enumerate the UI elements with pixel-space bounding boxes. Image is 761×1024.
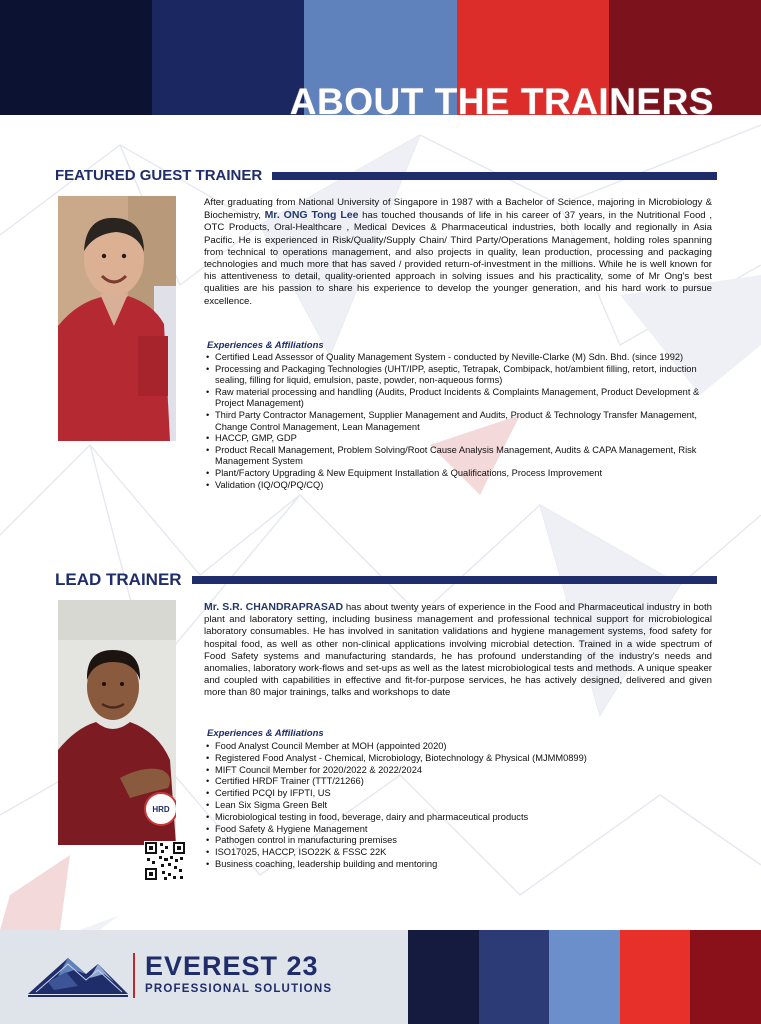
mountain-logo-icon — [28, 952, 128, 998]
list-item: • Third Party Contractor Management, Supplier Management and Audits, Product & Technology Transfer Management, Change Control Management, Lean Management — [204, 410, 712, 433]
featured-bio — [204, 197, 712, 308]
lead-trainer-photo — [58, 600, 176, 845]
list-item: • ISO17025, HACCP, ISO22K & FSSC 22K — [204, 847, 712, 859]
featured-bio-body: has touched thousands of life in his career of 37 years, in the Nutritional Food , OTC Products, Oral-Healthcare , Medical Devices & Pharmaceutical industries, both locally and regionally in Asia Pacific. He is experienced in Risk/Quality/Supply Chain/ Third Party/Operations Management, holding roles spanning from technical to operations management, and also projects in quality, lean production, processing and packaging technologies and much more that has saved / provided return-of-investment in the millions. While he is well known for his attentiveness to detail, quality-oriented approach in solving issues and his practicality, some of Mr Ong's best qualities are his passion to share his experience to develop the younger generation, and his hard work to pursue excellence. — [204, 210, 712, 307]
list-item: • Processing and Packaging Technologies (UHT/IPP, aseptic, Tetrapak, Combipack, hot/ambient filling, retort, induction sealing, filling for liquid, emulsion, paste, powder, non-aqueous forms) — [204, 364, 712, 387]
featured-trainer-name: Mr. ONG Tong Lee — [264, 209, 359, 222]
featured-heading: FEATURED GUEST TRAINER — [55, 167, 263, 184]
footer-stripes — [408, 930, 761, 1024]
list-item: • Product Recall Management, Problem Solving/Root Cause Analysis Management, Audits & CAPA Management, Risk Management System — [204, 445, 712, 468]
brand-name: EVEREST 23 — [145, 951, 319, 981]
featured-bio-intro: After graduating from National University of Singapore in 1987 with a Bachelor of Science, majoring in Microbiology & Biochemistry, — [204, 197, 712, 222]
lead-heading: LEAD TRAINER — [55, 570, 182, 589]
list-item: • HACCP, GMP, GDP — [204, 433, 712, 445]
footer-stripe-1 — [408, 930, 479, 1024]
hrd-badge-label: HRD — [152, 804, 170, 814]
featured-heading-rule — [272, 172, 717, 180]
list-item: • Validation (IQ/OQ/PQ/CQ) — [204, 480, 712, 492]
list-item: • Certified PCQI by IFPTI, US — [204, 788, 712, 800]
lead-trainer-name: Mr. S.R. CHANDRAPRASAD — [204, 601, 344, 613]
featured-exp-heading: Experiences & Affiliations — [207, 340, 324, 351]
list-item: • Food Safety & Hygiene Management — [204, 824, 712, 836]
brand-tagline: PROFESSIONAL SOLUTIONS — [145, 983, 333, 995]
footer-stripe-5 — [690, 930, 761, 1024]
lead-bio — [204, 601, 712, 700]
footer-stripe-2 — [479, 930, 550, 1024]
lead-exp-list — [204, 741, 712, 871]
list-item: • Business coaching, leadership building and mentoring — [204, 859, 712, 871]
featured-trainer-photo — [58, 196, 176, 441]
footer-stripe-3 — [549, 930, 620, 1024]
featured-section-header — [55, 167, 717, 184]
lead-exp-heading: Experiences & Affiliations — [207, 728, 324, 739]
list-item: • MIFT Council Member for 2020/2022 & 2022/2024 — [204, 765, 712, 777]
brand-divider — [133, 953, 135, 998]
list-item: • Lean Six Sigma Green Belt — [204, 800, 712, 812]
lead-heading-rule — [192, 576, 717, 584]
list-item: • Certified Lead Assessor of Quality Management System - conducted by Neville-Clarke (M) Sdn. Bhd. (since 1992) — [204, 352, 712, 364]
list-item: • Microbiological testing in food, beverage, dairy and pharmaceutical products — [204, 812, 712, 824]
lead-bio-body: has about twenty years of experience in the Food and Pharmaceutical industry in both plant and laboratory setting, including business management and professional technical support for microbiological laboratory consumables. He has involved in sanitation validations and hygiene management systems, food safety for hospital food, as well as other non-clinical applications involving microbial detection. Trained in a wide spectrum of Food Safety systems and manufacturing standards, he has profound understanding of the industry's needs and anomalies, laboratory work-flows and set-ups as well as the latest microbiological tests and methods. A unique speaker and coupled with capabilities in effective and fit-for-purpose services, he has actively designed, delivered and given more than 80 major trainings, talks and workshops to date — [204, 602, 712, 699]
featured-portrait-illustration — [58, 196, 176, 441]
hrd-badge-icon — [144, 792, 176, 826]
list-item: • Raw material processing and handling (Audits, Product Incidents & Complaints Management, Product Development & Project Management) — [204, 387, 712, 410]
qr-code-icon[interactable] — [144, 841, 186, 881]
lead-section-header — [55, 570, 717, 590]
featured-exp-list — [204, 352, 712, 491]
page-title: ABOUT THE TRAINERS — [289, 81, 714, 122]
list-item: • Certified HRDF Trainer (TTT/21266) — [204, 776, 712, 788]
list-item: • Food Analyst Council Member at MOH (appointed 2020) — [204, 741, 712, 753]
list-item: • Plant/Factory Upgrading & New Equipment Installation & Qualifications, Process Improvement — [204, 468, 712, 480]
list-item: • Pathogen control in manufacturing premises — [204, 835, 712, 847]
list-item: • Registered Food Analyst - Chemical, Microbiology, Biotechnology & Physical (MJMM0899) — [204, 753, 712, 765]
footer-stripe-4 — [620, 930, 691, 1024]
